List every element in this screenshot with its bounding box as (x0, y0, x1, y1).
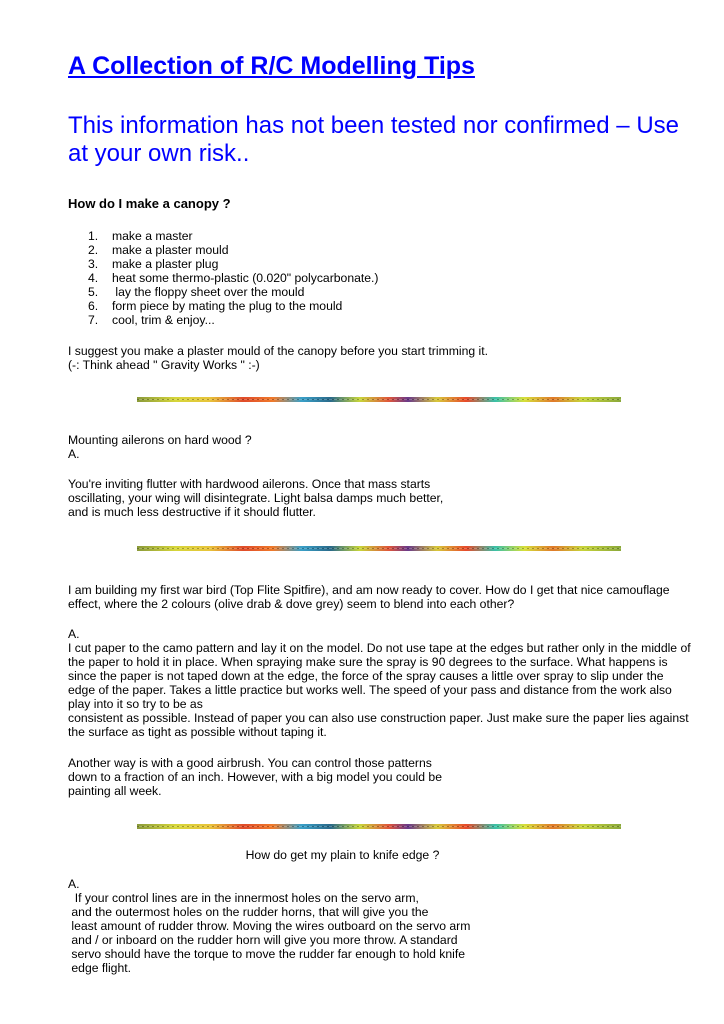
section-divider (137, 397, 621, 402)
list-item: 1. make a master (88, 229, 193, 243)
camouflage-answer-paragraph-2: consistent as possible. Instead of paper you can also use construction paper. Just make sure the paper lies against the surface as tight as possible without taping it. (68, 711, 689, 739)
list-item: 3. make a plaster plug (88, 257, 219, 271)
camouflage-answer-paragraph-1: I cut paper to the camo pattern and lay it on the model. Do not use tape at the edges but rather only in the middle of the paper to hold it in place. When spraying make sure the spray is 90 degrees to the surface. What happens is since the paper is not taped down at the edge, the force of the spray causes a little over spray to slip under the edge of the paper. Takes a little practice but works well. The speed of your pass and distance from the work also play into it so try to be as (68, 641, 691, 711)
knife-edge-answer-label: A. (68, 877, 80, 891)
knife-edge-answer-line-3: least amount of rudder throw. Moving the wires outboard on the servo arm (68, 919, 471, 933)
knife-edge-answer-line-4: and / or inboard on the rudder horn will give you more throw. A standard (68, 933, 458, 947)
ailerons-question: Mounting ailerons on hard wood ? (68, 433, 252, 447)
camouflage-answer-label: A. (68, 627, 80, 641)
list-item: 4. heat some thermo-plastic (0.020" polycarbonate.) (88, 271, 379, 285)
camouflage-question: I am building my first war bird (Top Flite Spitfire), and am now ready to cover. How do I get that nice camouflage effect, where the 2 colours (olive drab & dove grey) seem to blend into each other? (68, 583, 670, 611)
knife-edge-question: How do get my plain to knife edge ? (245, 848, 440, 862)
list-item: 7. cool, trim & enjoy... (88, 313, 215, 327)
page-title: A Collection of R/C Modelling Tips (68, 52, 475, 80)
airbrush-answer-line-1: Another way is with a good airbrush. You can control those patterns (68, 756, 432, 770)
ailerons-answer-label: A. (68, 447, 80, 461)
ailerons-answer-line-1: You're inviting flutter with hardwood ailerons. Once that mass starts (68, 477, 431, 491)
canopy-question-heading: How do I make a canopy ? (68, 196, 231, 211)
ailerons-answer-line-2: oscillating, your wing will disintegrate. Light balsa damps much better, (68, 491, 444, 505)
ailerons-answer-line-3: and is much less destructive if it should flutter. (68, 505, 316, 519)
canopy-note-line-2: (-: Think ahead " Gravity Works " :-) (68, 358, 260, 372)
list-item: 5. lay the floppy sheet over the mould (88, 285, 305, 299)
knife-edge-answer-line-6: edge flight. (68, 961, 132, 975)
knife-edge-answer-line-1: If your control lines are in the innermost holes on the servo arm, (68, 891, 419, 905)
airbrush-answer-line-3: painting all week. (68, 784, 162, 798)
section-divider (137, 824, 621, 829)
canopy-steps-list (68, 229, 379, 327)
knife-edge-answer-line-2: and the outermost holes on the rudder horns, that will give you the (68, 905, 429, 919)
section-divider (137, 546, 621, 551)
knife-edge-answer-line-5: servo should have the torque to move the rudder far enough to hold knife (68, 947, 466, 961)
list-item: 2. make a plaster mould (88, 243, 229, 257)
list-item: 6. form piece by mating the plug to the mould (88, 299, 343, 313)
disclaimer-subtitle: This information has not been tested nor confirmed – Use at your own risk.. (68, 112, 679, 167)
airbrush-answer-line-2: down to a fraction of an inch. However, with a big model you could be (68, 770, 442, 784)
canopy-note-line-1: I suggest you make a plaster mould of the canopy before you start trimming it. (68, 344, 488, 358)
